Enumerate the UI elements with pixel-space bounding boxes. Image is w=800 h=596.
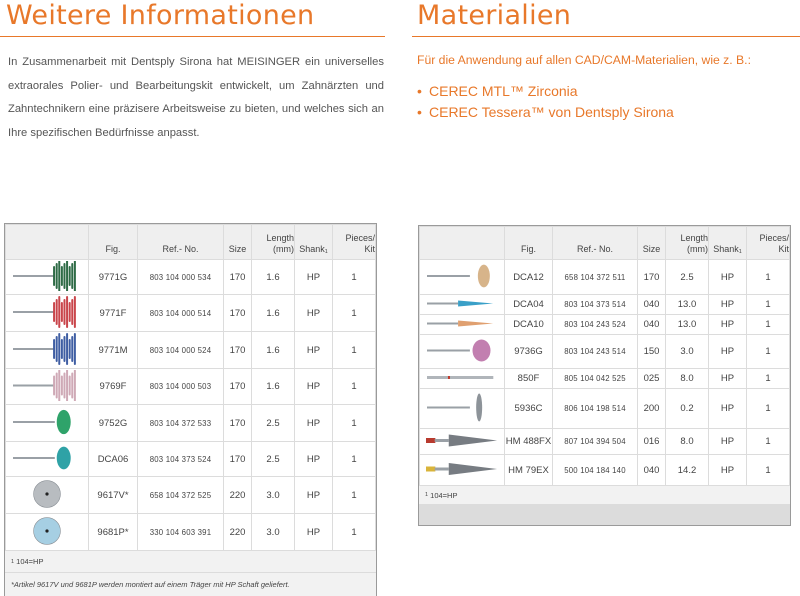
cell-size: 170 — [224, 405, 251, 441]
polishing-brush-blue-icon — [9, 333, 85, 368]
header-ref-no: Ref.- No. — [553, 227, 637, 259]
cell-fig: 9771F — [89, 295, 137, 331]
table-row — [5, 369, 376, 404]
cell-fig: 9771M — [89, 332, 137, 368]
product-image-cell — [6, 514, 88, 550]
cell-ref: 803 104 000 524 — [138, 332, 223, 368]
cell-length: 3.0 — [252, 514, 294, 550]
cell-pieces: 1 — [333, 260, 375, 294]
header-pieces-kit: Pieces/ Kit — [333, 225, 375, 259]
cell-ref: 658 104 372 511 — [553, 260, 637, 294]
table-note: *Artikel 9617V und 9681P werden montiert auf einem Träger mit HP Schaft geliefert. — [5, 573, 376, 596]
cell-fig: DCA12 — [505, 260, 552, 294]
product-image-cell — [6, 442, 88, 476]
cell-length: 13.0 — [666, 315, 708, 334]
carbide-cutter-yellow-icon — [423, 456, 501, 485]
cell-pieces: 1 — [747, 389, 789, 428]
header-fig: Fig. — [505, 227, 552, 259]
cell-pieces: 1 — [747, 315, 789, 334]
cell-length: 1.6 — [252, 295, 294, 331]
product-image-cell — [6, 295, 88, 331]
cell-length: 8.0 — [666, 429, 708, 454]
cell-size: 170 — [224, 442, 251, 476]
cell-pieces: 1 — [333, 405, 375, 441]
header-length: Length (mm) — [252, 225, 294, 259]
cell-pieces: 1 — [747, 260, 789, 294]
table-row — [419, 455, 790, 485]
product-image-cell — [6, 332, 88, 368]
cell-size: 170 — [224, 332, 251, 368]
cell-pieces: 1 — [333, 442, 375, 476]
cell-pieces: 1 — [747, 335, 789, 368]
cell-length: 14.2 — [666, 455, 708, 485]
cell-fig: DCA04 — [505, 295, 552, 314]
diamond-bur-icon — [423, 370, 501, 388]
cell-ref: 803 104 373 514 — [553, 295, 637, 314]
polishing-brush-dark-green-icon — [9, 261, 85, 294]
cell-size: 025 — [638, 369, 665, 388]
header-size: Size — [224, 225, 251, 259]
cell-length: 2.5 — [666, 260, 708, 294]
cell-ref: 805 104 042 525 — [553, 369, 637, 388]
product-table-right — [418, 225, 791, 526]
cell-ref: 803 104 000 534 — [138, 260, 223, 294]
cell-size: 040 — [638, 315, 665, 334]
polishing-point-blue-icon — [423, 296, 501, 314]
header-ref-no: Ref.- No. — [138, 225, 223, 259]
cell-fig: 850F — [505, 369, 552, 388]
table-row — [419, 295, 790, 314]
cell-shank: HP — [709, 455, 746, 485]
cell-size: 200 — [638, 389, 665, 428]
product-image-cell — [420, 335, 504, 368]
product-image-cell — [6, 369, 88, 404]
table-footnote: 1 104=HP — [419, 486, 790, 504]
product-image-cell — [420, 429, 504, 454]
product-image-cell — [420, 369, 504, 388]
cell-length: 13.0 — [666, 295, 708, 314]
cell-fig: 5936C — [505, 389, 552, 428]
polishing-wheel-teal-icon — [9, 443, 85, 476]
cell-fig: HM 79EX — [505, 455, 552, 485]
cell-size: 150 — [638, 335, 665, 368]
header-blank — [420, 227, 504, 259]
table-row — [5, 260, 376, 294]
table-row — [419, 429, 790, 454]
cell-pieces: 1 — [333, 295, 375, 331]
cell-pieces: 1 — [333, 477, 375, 513]
cell-ref: 330 104 603 391 — [138, 514, 223, 550]
cell-length: 1.6 — [252, 369, 294, 404]
cell-size: 220 — [224, 514, 251, 550]
polishing-wheel-green-icon — [9, 406, 85, 441]
product-image-cell — [420, 315, 504, 334]
cell-shank: HP — [709, 429, 746, 454]
cell-ref: 658 104 372 525 — [138, 477, 223, 513]
cell-size: 040 — [638, 455, 665, 485]
cell-size: 220 — [224, 477, 251, 513]
section-heading-weitere-informationen: Weitere Informationen — [6, 0, 315, 31]
header-pieces-kit: Pieces/ Kit — [747, 227, 789, 259]
cell-ref: 803 104 000 514 — [138, 295, 223, 331]
product-image-cell — [6, 405, 88, 441]
materials-list-item: • CEREC Tessera™ von Dentsply Sirona — [417, 104, 674, 120]
cell-ref: 803 104 243 514 — [553, 335, 637, 368]
polishing-cylinder-pink-icon — [423, 336, 501, 368]
materials-list-item: • CEREC MTL™ Zirconia — [417, 83, 578, 99]
cell-shank: HP — [295, 332, 332, 368]
cell-size: 170 — [224, 295, 251, 331]
table-footnote: 1 104=HP — [5, 551, 376, 572]
cell-fig: 9752G — [89, 405, 137, 441]
carbide-cutter-red-icon — [423, 430, 501, 454]
cell-shank: HP — [295, 405, 332, 441]
cell-shank: HP — [709, 369, 746, 388]
cell-ref: 803 104 373 524 — [138, 442, 223, 476]
cell-shank: HP — [295, 295, 332, 331]
table-row — [419, 389, 790, 428]
table-row — [5, 405, 376, 441]
table-row — [5, 442, 376, 476]
cell-ref: 803 104 000 503 — [138, 369, 223, 404]
cell-shank: HP — [295, 260, 332, 294]
cell-size: 170 — [638, 260, 665, 294]
table-row — [419, 315, 790, 334]
cell-length: 1.6 — [252, 260, 294, 294]
cell-shank: HP — [295, 369, 332, 404]
cell-fig: DCA06 — [89, 442, 137, 476]
cell-length: 2.5 — [252, 405, 294, 441]
heading-underline-right — [412, 36, 800, 37]
product-image-cell — [420, 260, 504, 294]
intro-paragraph: In Zusammenarbeit mit Dentsply Sirona hat MEISINGER ein universelles extraorales Polier- und Bearbeitungskit entwickelt, um Zahnärzten und Zahntechnikern eine präzisere Arbeitsweise zu bieten, und welches sich an Ihre spezifischen Bedürfnisse anpasst. — [8, 56, 384, 139]
polishing-disc-grey-icon — [9, 478, 85, 513]
header-shank: Shank $_1$ — [709, 227, 746, 259]
product-image-cell — [6, 260, 88, 294]
cell-shank: HP — [295, 442, 332, 476]
product-image-cell — [420, 455, 504, 485]
polishing-disc-lightblue-icon — [9, 515, 85, 550]
cell-pieces: 1 — [333, 514, 375, 550]
polishing-brush-red-icon — [9, 296, 85, 331]
cell-length: 1.6 — [252, 332, 294, 368]
cell-ref: 807 104 394 504 — [553, 429, 637, 454]
table-row — [419, 260, 790, 294]
cell-fig: 9617V* — [89, 477, 137, 513]
cell-shank: HP — [295, 514, 332, 550]
cell-length: 0.2 — [666, 389, 708, 428]
cell-size: 170 — [224, 260, 251, 294]
table-header-row — [5, 225, 376, 259]
header-fig: Fig. — [89, 225, 137, 259]
cell-ref: 806 104 198 514 — [553, 389, 637, 428]
polishing-wheel-beige-icon — [423, 261, 501, 294]
heading-underline-left — [0, 36, 385, 37]
header-blank — [6, 225, 88, 259]
table-row — [419, 369, 790, 388]
cell-fig: 9736G — [505, 335, 552, 368]
header-size: Size — [638, 227, 665, 259]
product-image-cell — [420, 389, 504, 428]
header-shank: Shank $_1$ — [295, 225, 332, 259]
cell-shank: HP — [709, 389, 746, 428]
cell-fig: 9681P* — [89, 514, 137, 550]
cell-fig: HM 488FX — [505, 429, 552, 454]
cell-length: 3.0 — [252, 477, 294, 513]
cell-size: 016 — [638, 429, 665, 454]
product-table-left — [4, 223, 377, 596]
diamond-disc-icon — [423, 390, 501, 428]
materials-list — [417, 81, 674, 123]
cell-pieces: 1 — [747, 455, 789, 485]
cell-size: 040 — [638, 295, 665, 314]
section-heading-materialien: Materialien — [417, 0, 572, 31]
cell-fig: 9771G — [89, 260, 137, 294]
cell-fig: DCA10 — [505, 315, 552, 334]
cell-fig: 9769F — [89, 369, 137, 404]
table-row — [5, 477, 376, 513]
cell-pieces: 1 — [333, 369, 375, 404]
table-row — [5, 514, 376, 550]
cell-shank: HP — [709, 335, 746, 368]
materials-intro: Für die Anwendung auf allen CAD/CAM-Materialien, wie z. B.: — [417, 53, 751, 67]
cell-size: 170 — [224, 369, 251, 404]
cell-shank: HP — [709, 260, 746, 294]
cell-shank: HP — [295, 477, 332, 513]
header-length: Length (mm) — [666, 227, 708, 259]
cell-shank: HP — [709, 295, 746, 314]
product-image-cell — [420, 295, 504, 314]
table-row — [5, 295, 376, 331]
cell-length: 3.0 — [666, 335, 708, 368]
table-row — [5, 332, 376, 368]
cell-ref: 803 104 372 533 — [138, 405, 223, 441]
cell-ref: 500 104 184 140 — [553, 455, 637, 485]
cell-pieces: 1 — [747, 295, 789, 314]
table-header-row — [419, 227, 790, 259]
cell-pieces: 1 — [333, 332, 375, 368]
polishing-point-orange-icon — [423, 316, 501, 334]
cell-length: 2.5 — [252, 442, 294, 476]
product-image-cell — [6, 477, 88, 513]
cell-pieces: 1 — [747, 429, 789, 454]
cell-length: 8.0 — [666, 369, 708, 388]
cell-ref: 803 104 243 524 — [553, 315, 637, 334]
table-row — [419, 335, 790, 368]
polishing-brush-pink-icon — [9, 370, 85, 404]
cell-shank: HP — [709, 315, 746, 334]
cell-pieces: 1 — [747, 369, 789, 388]
